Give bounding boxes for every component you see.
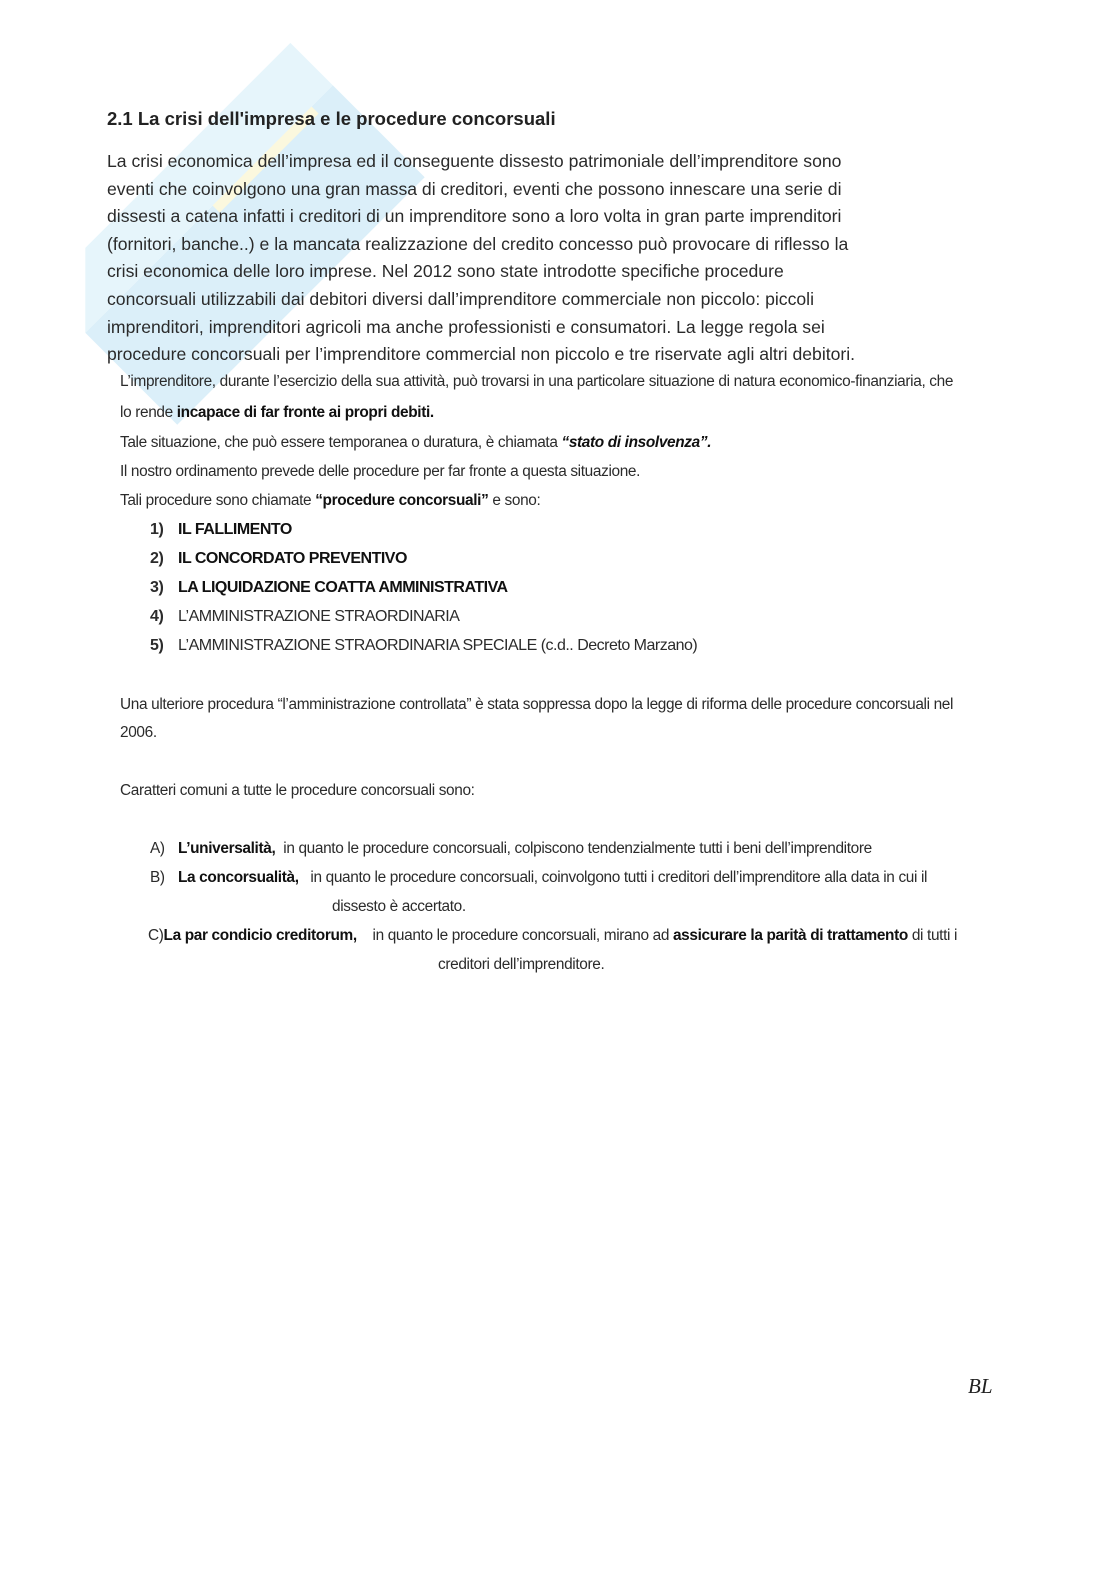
scan-line: 2006.: [120, 724, 157, 741]
intro-line: imprenditori, imprenditori agricoli ma anche professionisti e consumatori. La legge regola sei: [107, 316, 825, 337]
intro-line: eventi che coinvolgono una gran massa di creditori, eventi che possono innescare una serie di: [107, 178, 842, 199]
character-item-a: A) L’universalità, in quanto le procedure concorsuali, colpiscono tendenzialmente tutti i beni dell’imprenditore: [150, 840, 872, 857]
scan-line: lo rende incapace di far fronte ai propri debiti.: [120, 404, 434, 421]
scan-line: Una ulteriore procedura “l’amministrazione controllata” è stata soppressa dopo la legge di riforma delle procedure concorsuali nel: [120, 696, 954, 713]
footer-initials: BL: [968, 1374, 993, 1398]
intro-line: concorsuali utilizzabili dai debitori diversi dall’imprenditore commerciale non piccolo: piccoli: [107, 288, 814, 309]
scan-line: creditori dell’imprenditore.: [438, 956, 605, 973]
scan-line: L’imprenditore, durante l’esercizio della sua attività, può trovarsi in una particolare situazione di natura economico-finanziaria, che: [120, 373, 954, 390]
intro-line: crisi economica delle loro imprese. Nel 2012 sono state introdotte specifiche procedure: [107, 261, 784, 282]
intro-line: La crisi economica dell’impresa ed il conseguente dissesto patrimoniale dell’imprenditore sono: [107, 151, 842, 171]
intro-paragraph: [107, 148, 1007, 369]
scan-line: dissesto è accertato.: [332, 898, 466, 915]
section-heading: 2.1 La crisi dell'impresa e le procedure concorsuali: [107, 108, 556, 129]
procedure-item: 4) L’AMMINISTRAZIONE STRAORDINARIA: [150, 608, 460, 625]
intro-line: dissesti a catena infatti i creditori di un imprenditore sono a loro volta in gran parte imprenditori: [107, 206, 842, 227]
procedure-item: 5) L’AMMINISTRAZIONE STRAORDINARIA SPECIALE (c.d.. Decreto Marzano): [150, 637, 698, 654]
procedure-item: 2) IL CONCORDATO PREVENTIVO: [150, 550, 407, 567]
scan-line: Tale situazione, che può essere temporanea o duratura, è chiamata “stato di insolvenza”.: [120, 434, 712, 451]
scan-line: Caratteri comuni a tutte le procedure concorsuali sono:: [120, 782, 475, 799]
intro-line: procedure concorsuali per l’imprenditore commercial non piccolo e tre riservate agli altri debitori.: [107, 344, 856, 365]
procedure-item: 3) LA LIQUIDAZIONE COATTA AMMINISTRATIVA: [150, 579, 508, 596]
character-item-b: B) La concorsualità, in quanto le procedure concorsuali, coinvolgono tutti i creditori dell’imprenditore alla data in cui il: [150, 869, 928, 886]
intro-line: (fornitori, banche..) e la mancata realizzazione del credito concesso può provocare di riflesso la: [107, 233, 849, 254]
scan-line: Il nostro ordinamento prevede delle procedure per far fronte a questa situazione.: [120, 463, 641, 480]
scan-line: Tali procedure sono chiamate “procedure concorsuali” e sono:: [120, 492, 541, 509]
character-item-c: C)La par condicio creditorum, in quanto le procedure concorsuali, mirano ad assicurare la parità di trattamento di tutti i: [148, 927, 958, 944]
procedure-item: 1) IL FALLIMENTO: [150, 521, 292, 538]
